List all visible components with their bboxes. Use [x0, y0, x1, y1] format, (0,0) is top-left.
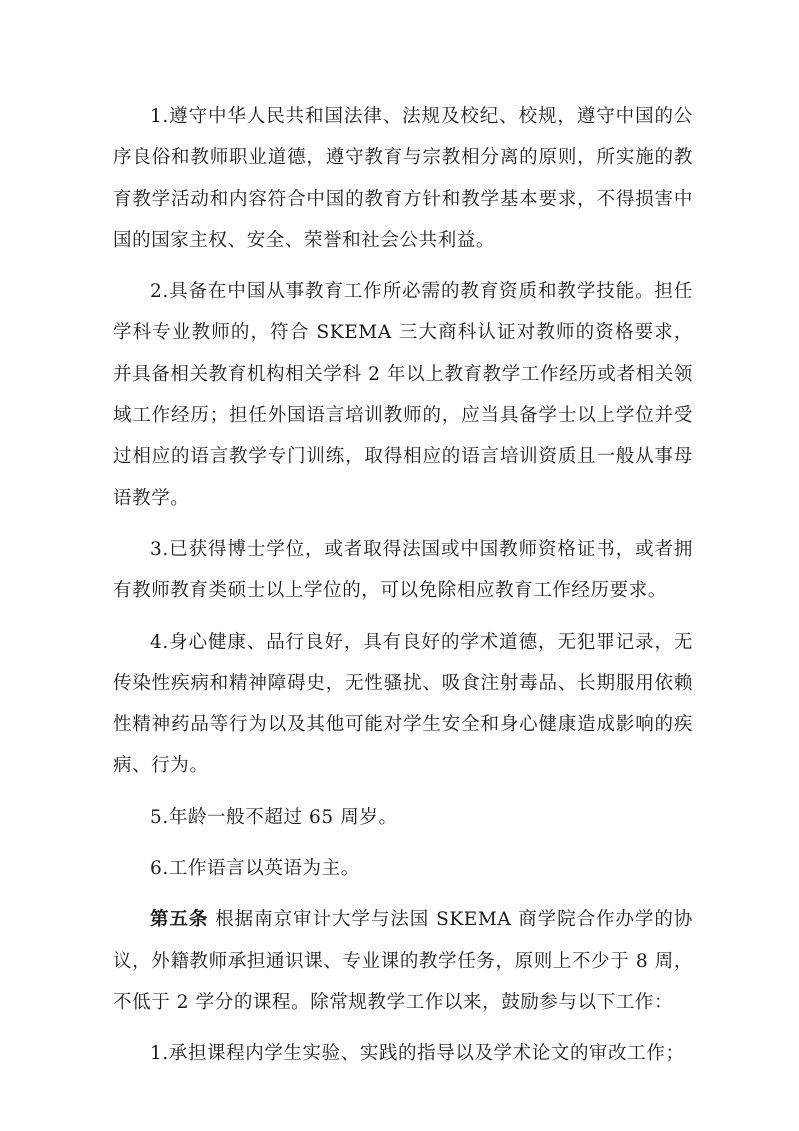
paragraph-requirement-1: 1.遵守中华人民共和国法律、法规及校纪、校规，遵守中国的公序良俗和教师职业道德，遵守教育与宗教相分离的原则，所实施的教育教学活动和内容符合中国的教育方针和教学基本要求，不得损害中国的国家主权、安全、荣誉和社会公共利益。 [113, 106, 693, 251]
paragraph-duty-1: 1.承担课程内学生实验、实践的指导以及学术论文的审改工作； [150, 1043, 685, 1065]
paragraph-requirement-2: 2.具备在中国从事教育工作所必需的教育资质和教学技能。担任学科专业教师的，符合 SKEMA 三大商科认证对教师的资格要求，并具备相关教育机构相关学科 2 年以上教育教学工作经历或者相关领域工作经历；担任外国语言培训教师的，应当具备学士以上学位并受过相应的语言教学专门训练，取得相应的语言培训资质且一般从事母语教学。 [113, 281, 693, 509]
article-body: 根据南京审计大学与法国 SKEMA 商学院合作办学的协议，外籍教师承担通识课、专业课的教学任务，原则上不少于 8 周，不低于 2 学分的课程。除常规教学工作以来，鼓励参与以下工作： [113, 909, 693, 1013]
paragraph-article-5 [113, 899, 693, 1023]
article-heading: 第五条 [150, 909, 209, 931]
paragraph-requirement-6: 6.工作语言以英语为主。 [150, 858, 360, 880]
paragraph-requirement-3: 3.已获得博士学位，或者取得法国或中国教师资格证书，或者拥有教师教育类硕士以上学位的，可以免除相应教育工作经历要求。 [113, 538, 693, 602]
document-body [113, 96, 693, 1075]
paragraph-requirement-4: 4.身心健康、品行良好，具有良好的学术道德，无犯罪记录，无传染性疾病和精神障碍史，无性骚扰、吸食注射毒品、长期服用依赖性精神药品等行为以及其他可能对学生安全和身心健康造成影响的疾病、行为。 [113, 631, 693, 777]
paragraph-requirement-5: 5.年龄一般不超过 65 周岁。 [150, 806, 398, 828]
